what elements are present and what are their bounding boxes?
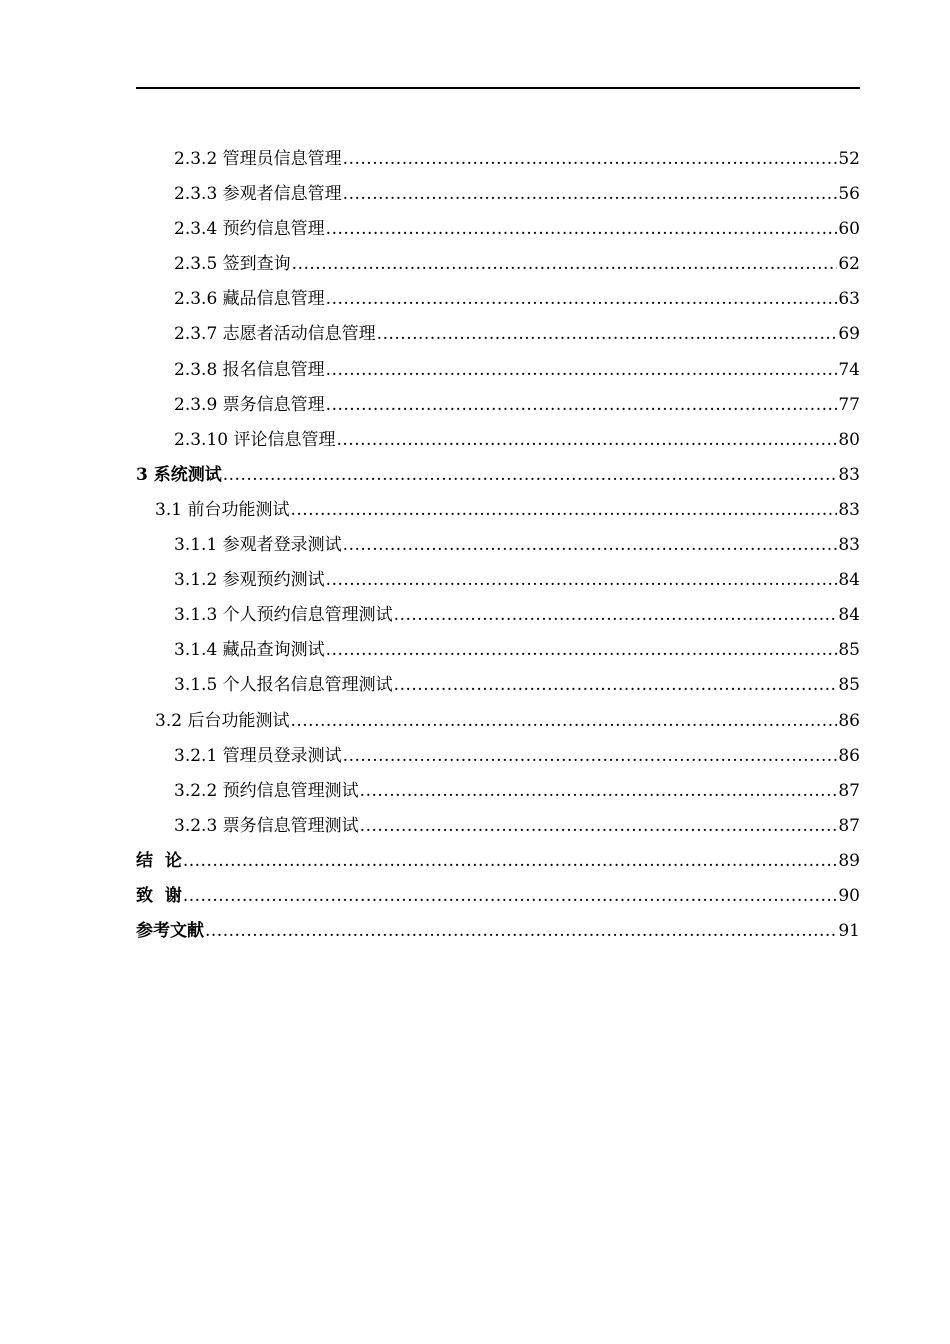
toc-entry[interactable]: [136, 353, 860, 388]
toc-entry[interactable]: [136, 388, 860, 423]
toc-entry-label: 2.3.8 报名信息管理: [174, 359, 325, 380]
header-rule: [136, 87, 860, 89]
toc-entry-label: 参考文献: [136, 921, 204, 942]
toc-entry-page-number: 87: [838, 780, 860, 801]
toc-entry-page-number: 85: [838, 640, 860, 661]
toc-dot-leader: [223, 458, 838, 493]
toc-entry[interactable]: [136, 493, 860, 528]
toc-entry-label: 2.3.5 签到查询: [174, 254, 291, 275]
toc-entry-label: 结 论: [136, 850, 182, 871]
toc-entry-label: 2.3.2 管理员信息管理: [174, 149, 342, 169]
toc-entry-label: 3.1.2 参观预约测试: [174, 570, 325, 591]
toc-dot-leader: [343, 739, 838, 774]
toc-entry[interactable]: [136, 142, 860, 177]
toc-dot-leader: [326, 282, 838, 317]
toc-entry[interactable]: [136, 739, 860, 774]
toc-dot-leader: [326, 353, 838, 388]
toc-entry-page-number: 87: [838, 815, 860, 836]
toc-entry[interactable]: [136, 879, 860, 914]
toc-entry-page-number: 89: [838, 850, 860, 871]
toc-entry-label: 致 谢: [136, 885, 182, 906]
toc-entry[interactable]: [136, 563, 860, 598]
toc-entry-page-number: 60: [838, 219, 860, 240]
toc-dot-leader: [343, 177, 838, 212]
toc-entry[interactable]: [136, 704, 860, 739]
toc-entry[interactable]: [136, 423, 860, 458]
toc-entry[interactable]: [136, 809, 860, 844]
toc-entry-page-number: 52: [838, 149, 860, 169]
table-of-contents: [136, 142, 860, 949]
toc-entry-page-number: 63: [838, 289, 860, 310]
toc-entry-label: 3.1.3 个人预约信息管理测试: [174, 605, 393, 626]
toc-entry-page-number: 62: [838, 254, 860, 275]
toc-entry-page-number: 77: [838, 394, 860, 415]
toc-entry-page-number: 83: [838, 535, 860, 556]
toc-entry-page-number: 86: [838, 745, 860, 766]
toc-entry-page-number: 86: [838, 710, 860, 731]
toc-dot-leader: [343, 142, 838, 177]
toc-entry-page-number: 84: [838, 570, 860, 591]
toc-dot-leader: [377, 317, 838, 352]
toc-dot-leader: [292, 247, 838, 282]
toc-entry-label: 3.1.4 藏品查询测试: [174, 640, 325, 661]
toc-entry[interactable]: [136, 317, 860, 352]
toc-dot-leader: [326, 633, 838, 668]
toc-entry-page-number: 90: [838, 885, 860, 906]
toc-entry-label: 2.3.3 参观者信息管理: [174, 184, 342, 205]
toc-entry-page-number: 69: [838, 324, 860, 345]
toc-entry-label: 3.2.1 管理员登录测试: [174, 745, 342, 766]
toc-dot-leader: [326, 563, 838, 598]
toc-entry-label: 2.3.9 票务信息管理: [174, 394, 325, 415]
toc-entry-page-number: 91: [838, 921, 860, 942]
toc-entry-label: 2.3.6 藏品信息管理: [174, 289, 325, 310]
toc-entry[interactable]: [136, 668, 860, 703]
toc-dot-leader: [360, 809, 838, 844]
toc-dot-leader: [360, 774, 838, 809]
toc-dot-leader: [183, 844, 838, 879]
toc-dot-leader: [326, 212, 838, 247]
toc-dot-leader: [205, 914, 837, 949]
toc-entry-label: 3.2.3 票务信息管理测试: [174, 815, 359, 836]
toc-entry-label: 3.1.1 参观者登录测试: [174, 535, 342, 556]
toc-dot-leader: [343, 528, 838, 563]
toc-entry-label: 2.3.7 志愿者活动信息管理: [174, 324, 376, 345]
toc-entry-label: 3.2 后台功能测试: [155, 710, 290, 731]
toc-entry-label: 3 系统测试: [136, 464, 222, 485]
toc-entry[interactable]: [136, 247, 860, 282]
toc-entry[interactable]: [136, 458, 860, 493]
toc-entry[interactable]: [136, 598, 860, 633]
toc-entry-page-number: 85: [838, 675, 860, 696]
toc-dot-leader: [394, 668, 838, 703]
toc-entry-label: 3.1.5 个人报名信息管理测试: [174, 675, 393, 696]
toc-entry-page-number: 74: [838, 359, 860, 380]
toc-dot-leader: [183, 879, 838, 914]
toc-dot-leader: [394, 598, 838, 633]
toc-entry[interactable]: [136, 844, 860, 879]
toc-entry-label: 2.3.4 预约信息管理: [174, 219, 325, 240]
toc-entry[interactable]: [136, 528, 860, 563]
toc-dot-leader: [290, 493, 837, 528]
toc-entry-page-number: 83: [838, 499, 860, 520]
toc-entry-label: 2.3.10 评论信息管理: [174, 429, 336, 450]
toc-entry-label: 3.2.2 预约信息管理测试: [174, 780, 359, 801]
toc-entry-label: 3.1 前台功能测试: [155, 499, 290, 520]
toc-entry[interactable]: [136, 212, 860, 247]
toc-entry[interactable]: [136, 633, 860, 668]
toc-entry-page-number: 83: [838, 464, 860, 485]
toc-entry-page-number: 56: [838, 184, 860, 205]
toc-entry[interactable]: [136, 774, 860, 809]
toc-entry-page-number: 84: [838, 605, 860, 626]
toc-entry[interactable]: [136, 914, 860, 949]
toc-dot-leader: [326, 388, 838, 423]
toc-entry-page-number: 80: [838, 429, 860, 450]
toc-entry[interactable]: [136, 282, 860, 317]
toc-dot-leader: [336, 423, 837, 458]
toc-entry[interactable]: [136, 177, 860, 212]
toc-dot-leader: [290, 704, 837, 739]
